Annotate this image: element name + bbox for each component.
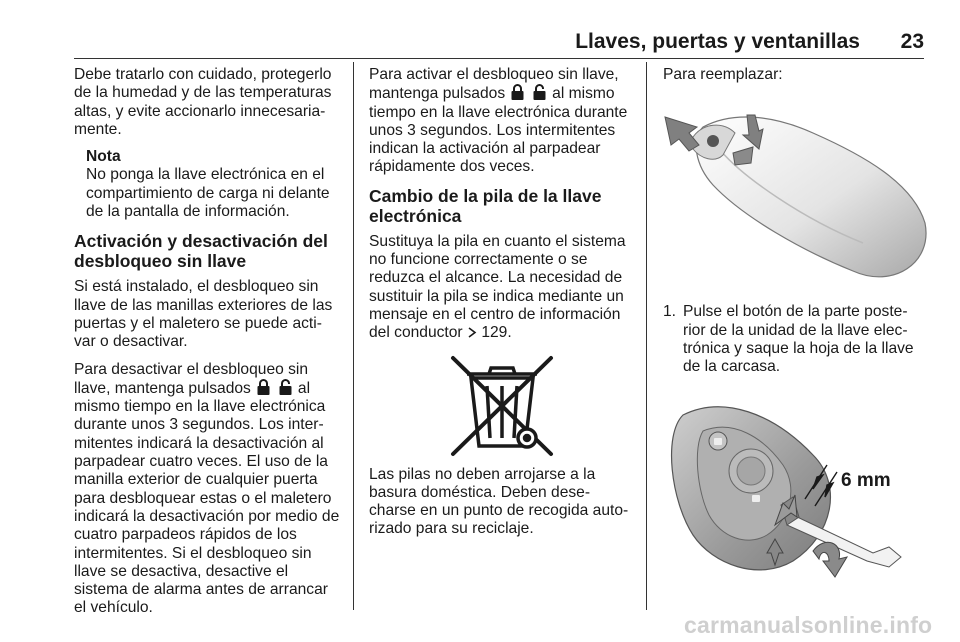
section-heading-battery: Cambio de la pila de la llave electrónica [369, 185, 602, 226]
intro-paragraph: Debe tratarlo con cuidado, protegerlo de la humedad y de las temperaturas altas, y evite accionarlo innecesaria-mente. [74, 66, 332, 138]
page-number: 23 [900, 30, 924, 53]
lock-open-icon [532, 84, 547, 100]
column-2 [369, 66, 633, 548]
replace-intro: Para reemplazar: [663, 66, 783, 83]
column-divider-2 [646, 62, 647, 610]
paragraph-battery [369, 233, 633, 343]
note-title: Nota [86, 148, 121, 166]
paragraph-battery-text: Sustituya la pila en cuanto el sistema no funcione correctamente o se reduzca el alcance. La necesidad de sustituir la pila se indica mediante un mensaje en el centro de información del conductor [369, 232, 626, 342]
step-number: 1. [663, 303, 677, 321]
step-text: Pulse el botón de la parte poste-rior de la unidad de la llave elec-trónica y saque la hoja de la llave de la carcasa. [683, 303, 914, 376]
page-reference-link[interactable]: 129. [481, 324, 512, 342]
paragraph-deactivate [74, 361, 340, 618]
header-title: Llaves, puertas y ventanillas [575, 30, 860, 53]
column-1 [74, 66, 340, 627]
paragraph-activate-b: al mismo tiempo en la llave electrónica durante unos 3 segundos. Los intermitentes indican la activación al parpadear rápidamente dos veces. [369, 85, 628, 176]
header-rule [74, 58, 924, 59]
weee-crossed-bin-icon [369, 352, 633, 460]
column-3 [663, 66, 929, 601]
page-reference-arrow-icon [467, 327, 477, 338]
dimension-label: 6 mm [841, 470, 891, 492]
paragraph-activate [369, 66, 633, 177]
key-fob-illustration [663, 93, 929, 303]
note-block [86, 148, 340, 221]
lock-closed-icon [510, 84, 525, 100]
paragraph-disposal: Las pilas no deben arrojarse a la basura doméstica. Deben dese-charse en un punto de recogida auto-rizado para su reciclaje. [369, 465, 629, 538]
paragraph-deactivate-a: Para desactivar el desbloqueo sin llave, mantenga pulsados [74, 360, 309, 397]
page-header [74, 28, 924, 58]
paragraph-activate-a: Para activar el desbloqueo sin llave, mantenga pulsados [369, 66, 619, 103]
paragraph-keyless-intro: Si está instalado, el desbloqueo sin llave de las manillas exteriores de las puertas y el maletero se puede acti-var o desactivar. [74, 278, 333, 351]
watermark: carmanualsonline.info [684, 612, 933, 638]
step-1 [663, 303, 929, 376]
lock-open-icon [278, 379, 293, 395]
lock-closed-icon [256, 379, 271, 395]
section-heading-keyless: Activación y desactivación del desbloqueo sin llave [74, 231, 328, 272]
note-text: No ponga la llave electrónica en el compartimiento de carga ni delante de la pantalla de información. [86, 166, 330, 221]
key-blade-removal-illustration [663, 385, 929, 601]
paragraph-deactivate-b: al mismo tiempo en la llave electrónica durante unos 3 segundos. Los inter-mitentes indicará la desactivación al parpadear cuatro veces. El uso de la manilla exterior de cualquier puerta para desbloquear estas o el maletero indicará la desactivación por medio de cuatro parpadeos rápidos de los intermitentes. Si el desbloqueo sin llave se desactiva, desactive el sistema de alarma antes de arrancar el vehículo. [74, 379, 340, 617]
column-divider-1 [353, 62, 354, 610]
